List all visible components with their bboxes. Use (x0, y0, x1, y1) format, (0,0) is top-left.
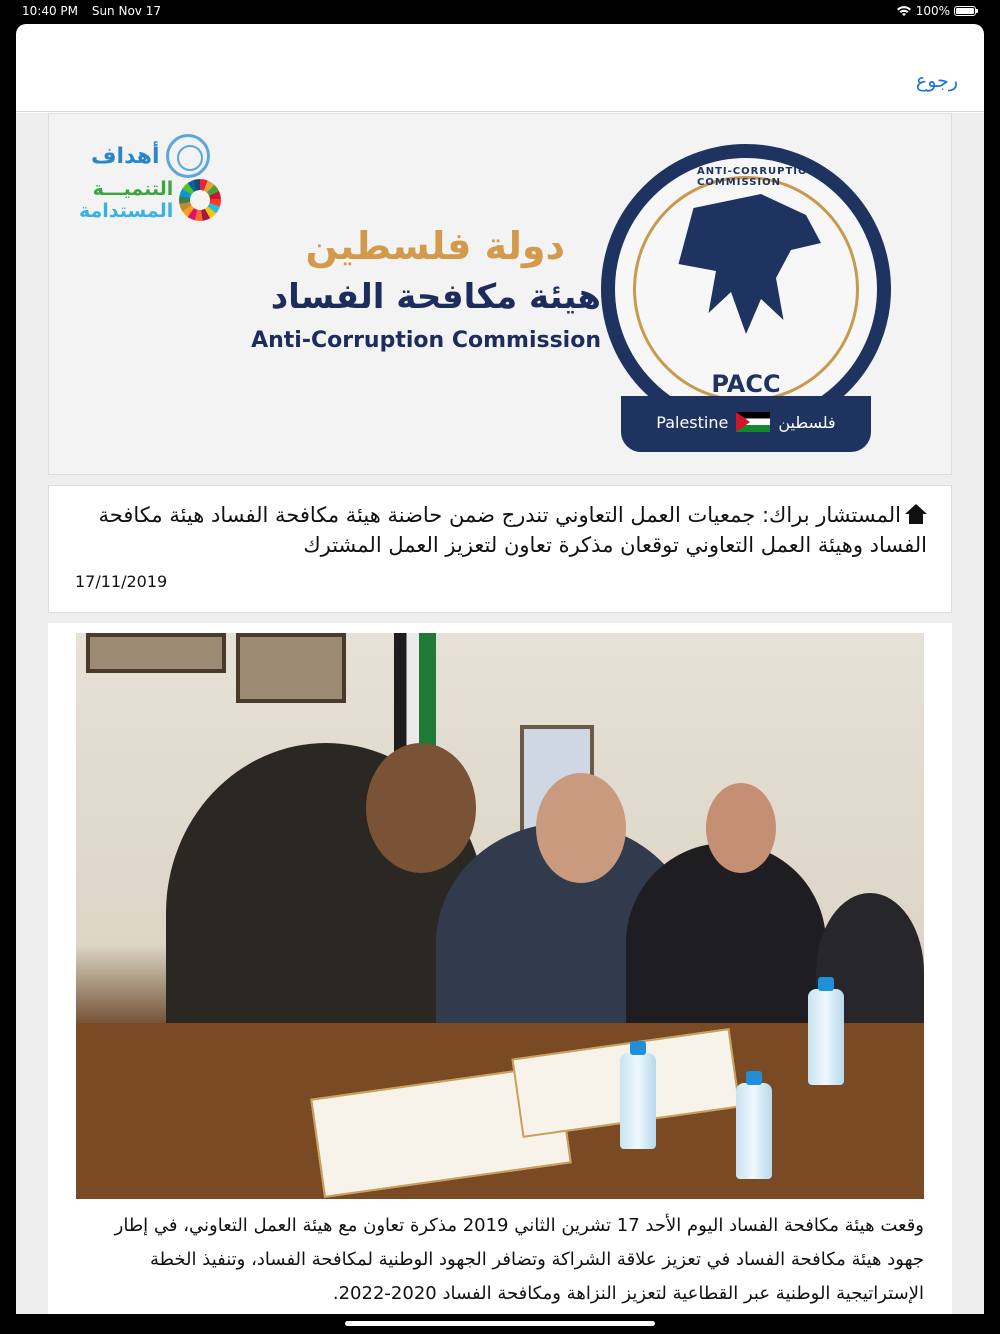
battery-fill (956, 8, 974, 14)
wall-portrait-frame (236, 633, 346, 703)
sdg-logo-top (91, 134, 210, 178)
home-icon[interactable] (905, 504, 927, 524)
sdg-wheel-icon (179, 179, 221, 221)
article-title-container (77, 500, 927, 560)
status-left (22, 4, 171, 18)
photo-bottle-3 (808, 989, 844, 1085)
article-date: 17/11/2019 (75, 572, 168, 591)
state-name: دولة فلسطين (305, 224, 565, 268)
modal-sheet (16, 24, 984, 1314)
header-banner (48, 113, 952, 475)
sdg-logo-words (79, 178, 173, 222)
article-photo (76, 633, 924, 1199)
emblem-palestine-ar: فلسطين (778, 412, 836, 432)
sdg-logo-text-2: التنميـــة (92, 178, 174, 200)
emblem-acronym: PACC (711, 370, 781, 398)
emblem-base-row (621, 412, 871, 432)
pacc-emblem (601, 144, 891, 454)
article-header (48, 485, 952, 613)
photo-bottle-2 (736, 1083, 772, 1179)
photo-person-3 (626, 843, 826, 1043)
wall-picture-frame (86, 633, 226, 673)
status-right (896, 4, 976, 18)
battery-percent: 100% (915, 4, 950, 18)
sdg-logo-bottom (79, 178, 221, 222)
commission-name-english: Anti-Corruption Commission (251, 328, 601, 353)
photo-bottle-1 (620, 1053, 656, 1149)
photo-person-1-head (366, 743, 476, 873)
un-emblem-icon (166, 134, 210, 178)
back-button[interactable]: رجوع (915, 70, 958, 92)
article-body: وقعت هيئة مكافحة الفساد اليوم الأحد 17 تشرين الثاني 2019 مذكرة تعاون مع هيئة العمل التعاوني، في إطار جهود هيئة مكافحة الفساد في تعزيز علاقة الشراكة وتضافر الجهود الوطنية لمكافحة الفساد، وتنفيذ الخطة الإستراتيجية الوطنية عبر القطاعية لتعزيز النزاهة ومكافحة الفساد 2020-2022. (114, 1215, 924, 1304)
status-time: 10:40 PM (22, 4, 78, 18)
navigation-bar (16, 24, 984, 112)
sdg-logo-text-3: المستدامة (79, 200, 174, 222)
commission-name-arabic: هيئة مكافحة الفساد (270, 277, 601, 317)
article-content[interactable] (16, 113, 984, 1314)
emblem-palestine-en: Palestine (656, 412, 729, 432)
status-bar (0, 0, 1000, 22)
article-title: المستشار براك: جمعيات العمل التعاوني تندرج ضمن حاضنة هيئة مكافحة الفساد هيئة مكافحة الفساد وهيئة العمل التعاوني توقعان مذكرة تعاون لتعزيز العمل المشترك (98, 503, 927, 557)
home-indicator[interactable] (345, 1321, 655, 1326)
sdg-logo (79, 134, 259, 224)
emblem-base (621, 370, 871, 452)
article-body-panel (48, 623, 952, 1314)
status-date: Sun Nov 17 (91, 4, 161, 18)
photo-person-3-head (706, 783, 776, 873)
battery-icon (954, 6, 976, 16)
emblem-arc-text: ANTI-CORRUPTION COMMISSION (697, 166, 817, 188)
wifi-icon (896, 5, 912, 17)
photo-person-2-head (536, 773, 626, 883)
palestine-flag-icon (736, 412, 770, 432)
sdg-logo-text-1: أهداف (91, 143, 160, 169)
